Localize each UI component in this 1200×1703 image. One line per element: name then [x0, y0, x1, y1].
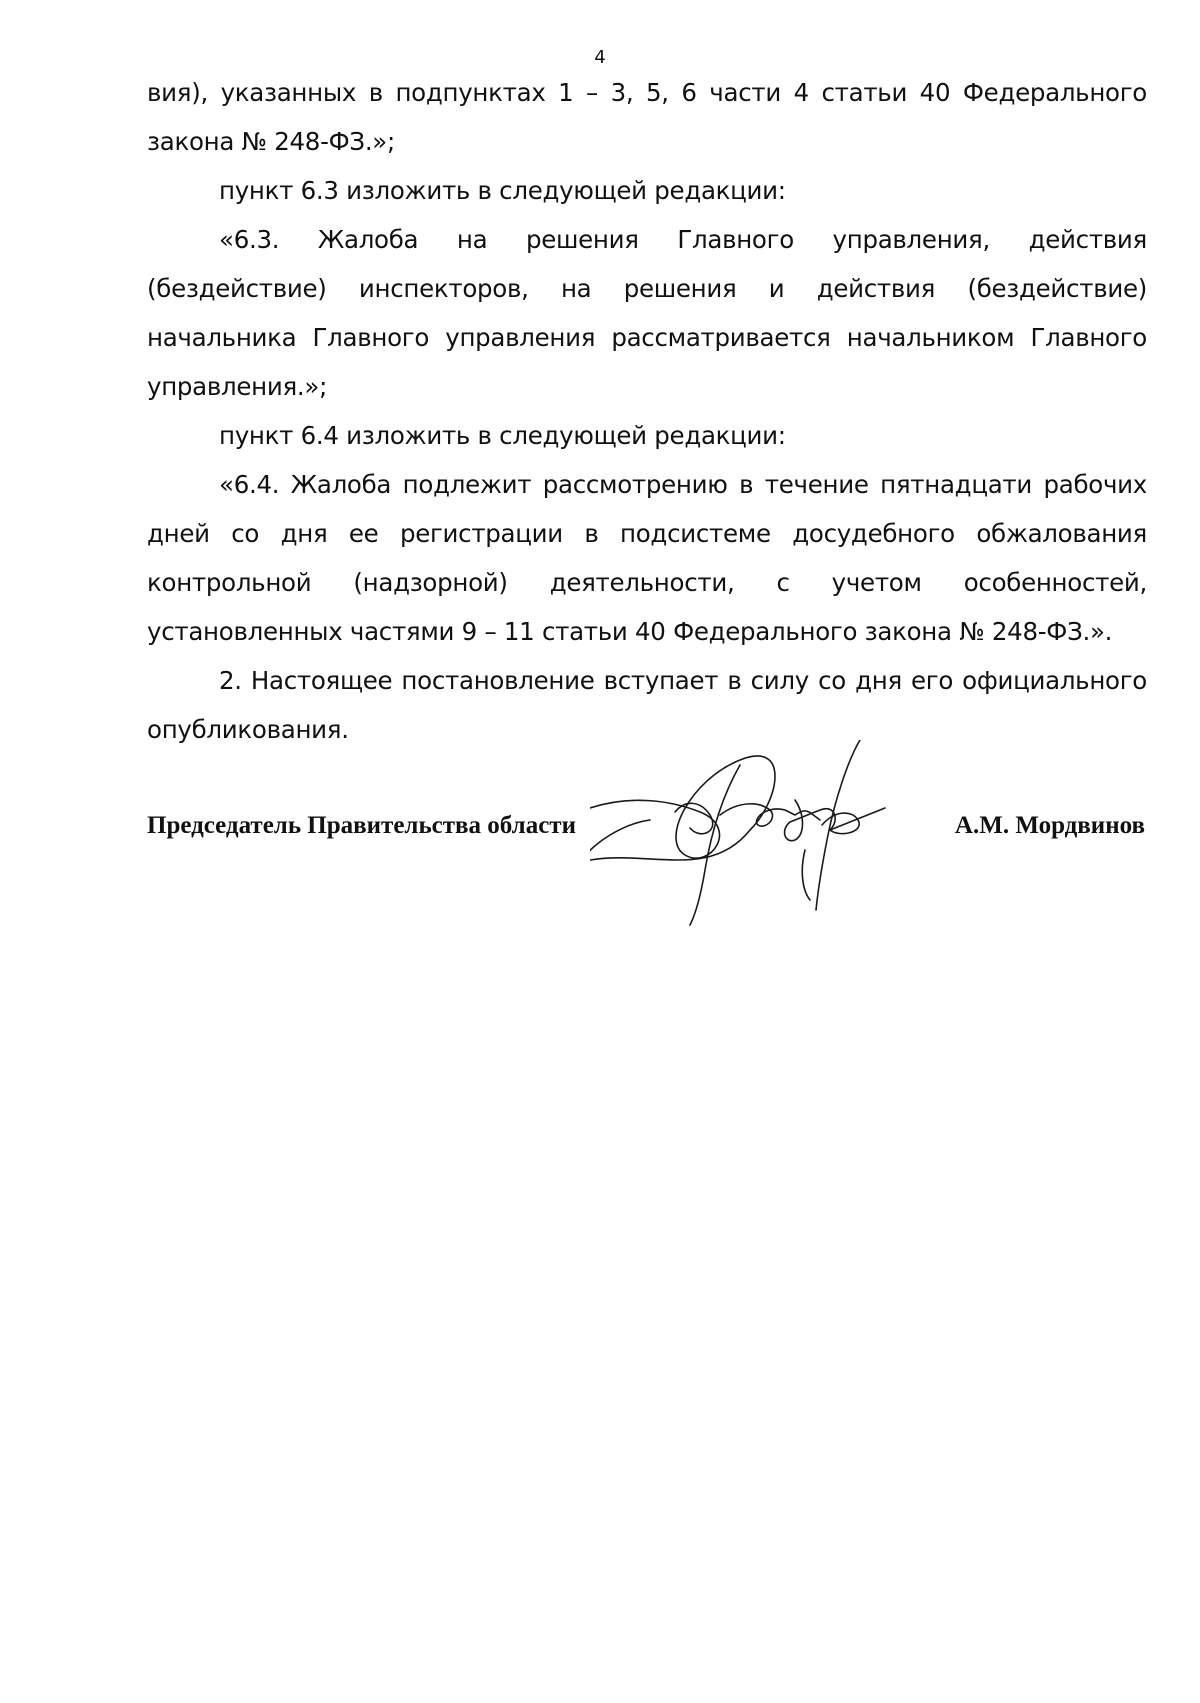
handwritten-signature — [590, 740, 950, 940]
page-number: 4 — [594, 47, 606, 68]
signer-name: А.М. Мордвинов — [954, 812, 1145, 839]
document-body — [147, 68, 1147, 754]
paragraph-point-6-4-intro: пункт 6.4 изложить в следующей редакции: — [219, 421, 786, 450]
paragraph-point-6-4-text: «6.4. Жалоба подлежит рассмотрению в течение пятнадцати рабочих дней со дня ее регистрации в подсистеме досудебного обжалования контрольной (надзорной) деятельности, с учетом особенностей, установленных частями 9 – 11 статьи 40 Федерального закона № 248-ФЗ.». — [147, 470, 1147, 646]
paragraph-continuation: вия), указанных в подпунктах 1 – 3, 5, 6 части 4 статьи 40 Федерального закона № 248-ФЗ.»; — [147, 78, 1147, 156]
paragraph-point-6-3-text: «6.3. Жалоба на решения Главного управления, действия (бездействие) инспекторов, на решения и действия (бездействие) начальника Главного управления рассматривается начальником Главного управления.»; — [147, 225, 1147, 401]
paragraph-point-6-3-intro: пункт 6.3 изложить в следующей редакции: — [219, 176, 786, 205]
signer-title: Председатель Правительства области — [147, 812, 576, 839]
paragraph-entry-into-force: 2. Настоящее постановление вступает в силу со дня его официального опубликования. — [147, 666, 1147, 744]
